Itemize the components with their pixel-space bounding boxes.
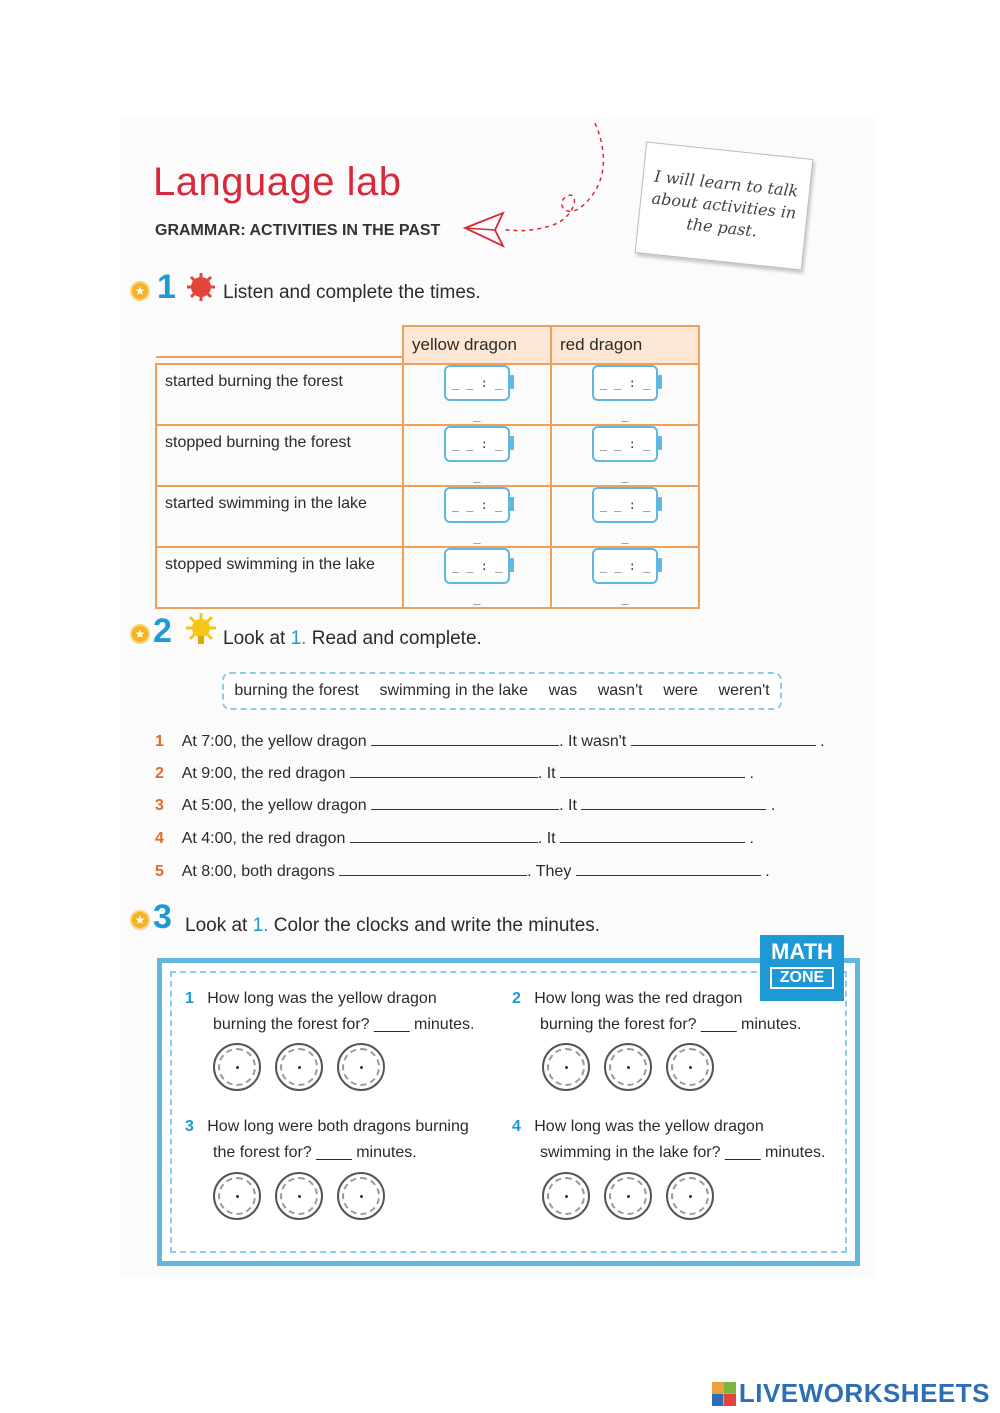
star-icon: ★ [130, 281, 150, 301]
time-input[interactable]: _ _ : _ _ [592, 487, 658, 523]
question-2: 2 How long was the red dragon burning the forest for? ____ minutes. [512, 990, 802, 1033]
answer-blank[interactable] [371, 731, 559, 746]
answer-blank[interactable] [631, 731, 816, 746]
word-bank-item: was [548, 682, 578, 699]
time-input[interactable]: _ _ : _ _ [444, 487, 510, 523]
clock-icon[interactable] [604, 1172, 652, 1220]
clock-group [213, 1043, 385, 1091]
table-row [156, 547, 699, 608]
table-row [156, 425, 699, 486]
time-input[interactable]: _ _ : _ _ [444, 426, 510, 462]
table-row [156, 486, 699, 547]
paper-plane-icon [455, 118, 625, 258]
audio-track-icon [186, 272, 216, 302]
exercise-3-number: 3 [153, 898, 172, 936]
exercise-2-number: 2 [153, 612, 172, 650]
clock-icon[interactable] [666, 1172, 714, 1220]
clock-icon[interactable] [542, 1043, 590, 1091]
activity-label: stopped burning the forest [156, 425, 403, 486]
word-bank [222, 672, 782, 710]
clock-icon[interactable] [213, 1172, 261, 1220]
time-input[interactable]: _ _ : _ _ [592, 426, 658, 462]
exercise-2-instruction: Look at 1. Read and complete. [223, 628, 482, 649]
exercise-3-instruction: Look at 1. Color the clocks and write the minutes. [185, 915, 601, 936]
word-bank-item: burning the forest [234, 682, 359, 699]
column-header-red-dragon: red dragon [551, 326, 699, 364]
table-row [156, 364, 699, 425]
star-icon: ★ [130, 624, 150, 644]
clock-icon[interactable] [337, 1043, 385, 1091]
time-input[interactable]: _ _ : _ _ [592, 548, 658, 584]
answer-blank[interactable] [576, 861, 761, 876]
liveworksheets-logo: LIVEWORKSHEETS [712, 1378, 990, 1409]
activity-label: started burning the forest [156, 364, 403, 425]
sentence-item: 5 At 8:00, both dragons . They . [155, 863, 770, 880]
answer-blank[interactable] [581, 795, 766, 810]
sentence-item: 4 At 4:00, the red dragon . It . [155, 830, 754, 847]
logo-icon [712, 1382, 736, 1406]
clock-icon[interactable] [275, 1172, 323, 1220]
clock-icon[interactable] [275, 1043, 323, 1091]
clock-icon[interactable] [542, 1172, 590, 1220]
exercise-1-number: 1 [157, 268, 176, 306]
sentence-item: 3 At 5:00, the yellow dragon . It . [155, 797, 776, 814]
answer-blank[interactable] [339, 861, 527, 876]
word-bank-item: were [663, 682, 698, 699]
clock-group [542, 1043, 714, 1091]
clock-icon[interactable] [213, 1043, 261, 1091]
page-subtitle: GRAMMAR: ACTIVITIES IN THE PAST [155, 222, 441, 239]
times-table [155, 325, 700, 609]
learning-goal-note: I will learn to talk about activities in the past. [635, 142, 814, 271]
word-bank-item: wasn't [597, 682, 643, 699]
exercise-1-instruction: Listen and complete the times. [223, 282, 481, 303]
answer-blank[interactable] [371, 795, 559, 810]
question-3: 3 How long were both dragons burning the forest for? ____ minutes. [185, 1118, 469, 1161]
sentence-item: 2 At 9:00, the red dragon . It . [155, 765, 754, 782]
answer-blank[interactable] [560, 763, 745, 778]
time-input[interactable]: _ _ : _ _ [592, 365, 658, 401]
word-bank-item: swimming in the lake [379, 682, 528, 699]
clock-group [213, 1172, 385, 1220]
activity-label: stopped swimming in the lake [156, 547, 403, 608]
question-4: 4 How long was the yellow dragon swimming in the lake for? ____ minutes. [512, 1118, 826, 1161]
answer-blank[interactable] [350, 828, 538, 843]
sentence-item: 1 At 7:00, the yellow dragon . It wasn't . [155, 733, 825, 750]
time-input[interactable]: _ _ : _ _ [444, 365, 510, 401]
activity-label: started swimming in the lake [156, 486, 403, 547]
page-title: Language lab [153, 160, 402, 204]
clock-icon[interactable] [604, 1043, 652, 1091]
answer-blank[interactable] [560, 828, 745, 843]
time-input[interactable]: _ _ : _ _ [444, 548, 510, 584]
star-icon: ★ [130, 910, 150, 930]
lightbulb-icon [185, 612, 217, 648]
clock-icon[interactable] [337, 1172, 385, 1220]
answer-blank[interactable] [350, 763, 538, 778]
word-bank-item: weren't [718, 682, 770, 699]
question-1: 1 How long was the yellow dragon burning the forest for? ____ minutes. [185, 990, 475, 1033]
clock-group [542, 1172, 714, 1220]
clock-icon[interactable] [666, 1043, 714, 1091]
math-zone-badge: MATH ZONE [760, 935, 844, 1001]
column-header-yellow-dragon: yellow dragon [403, 326, 551, 364]
